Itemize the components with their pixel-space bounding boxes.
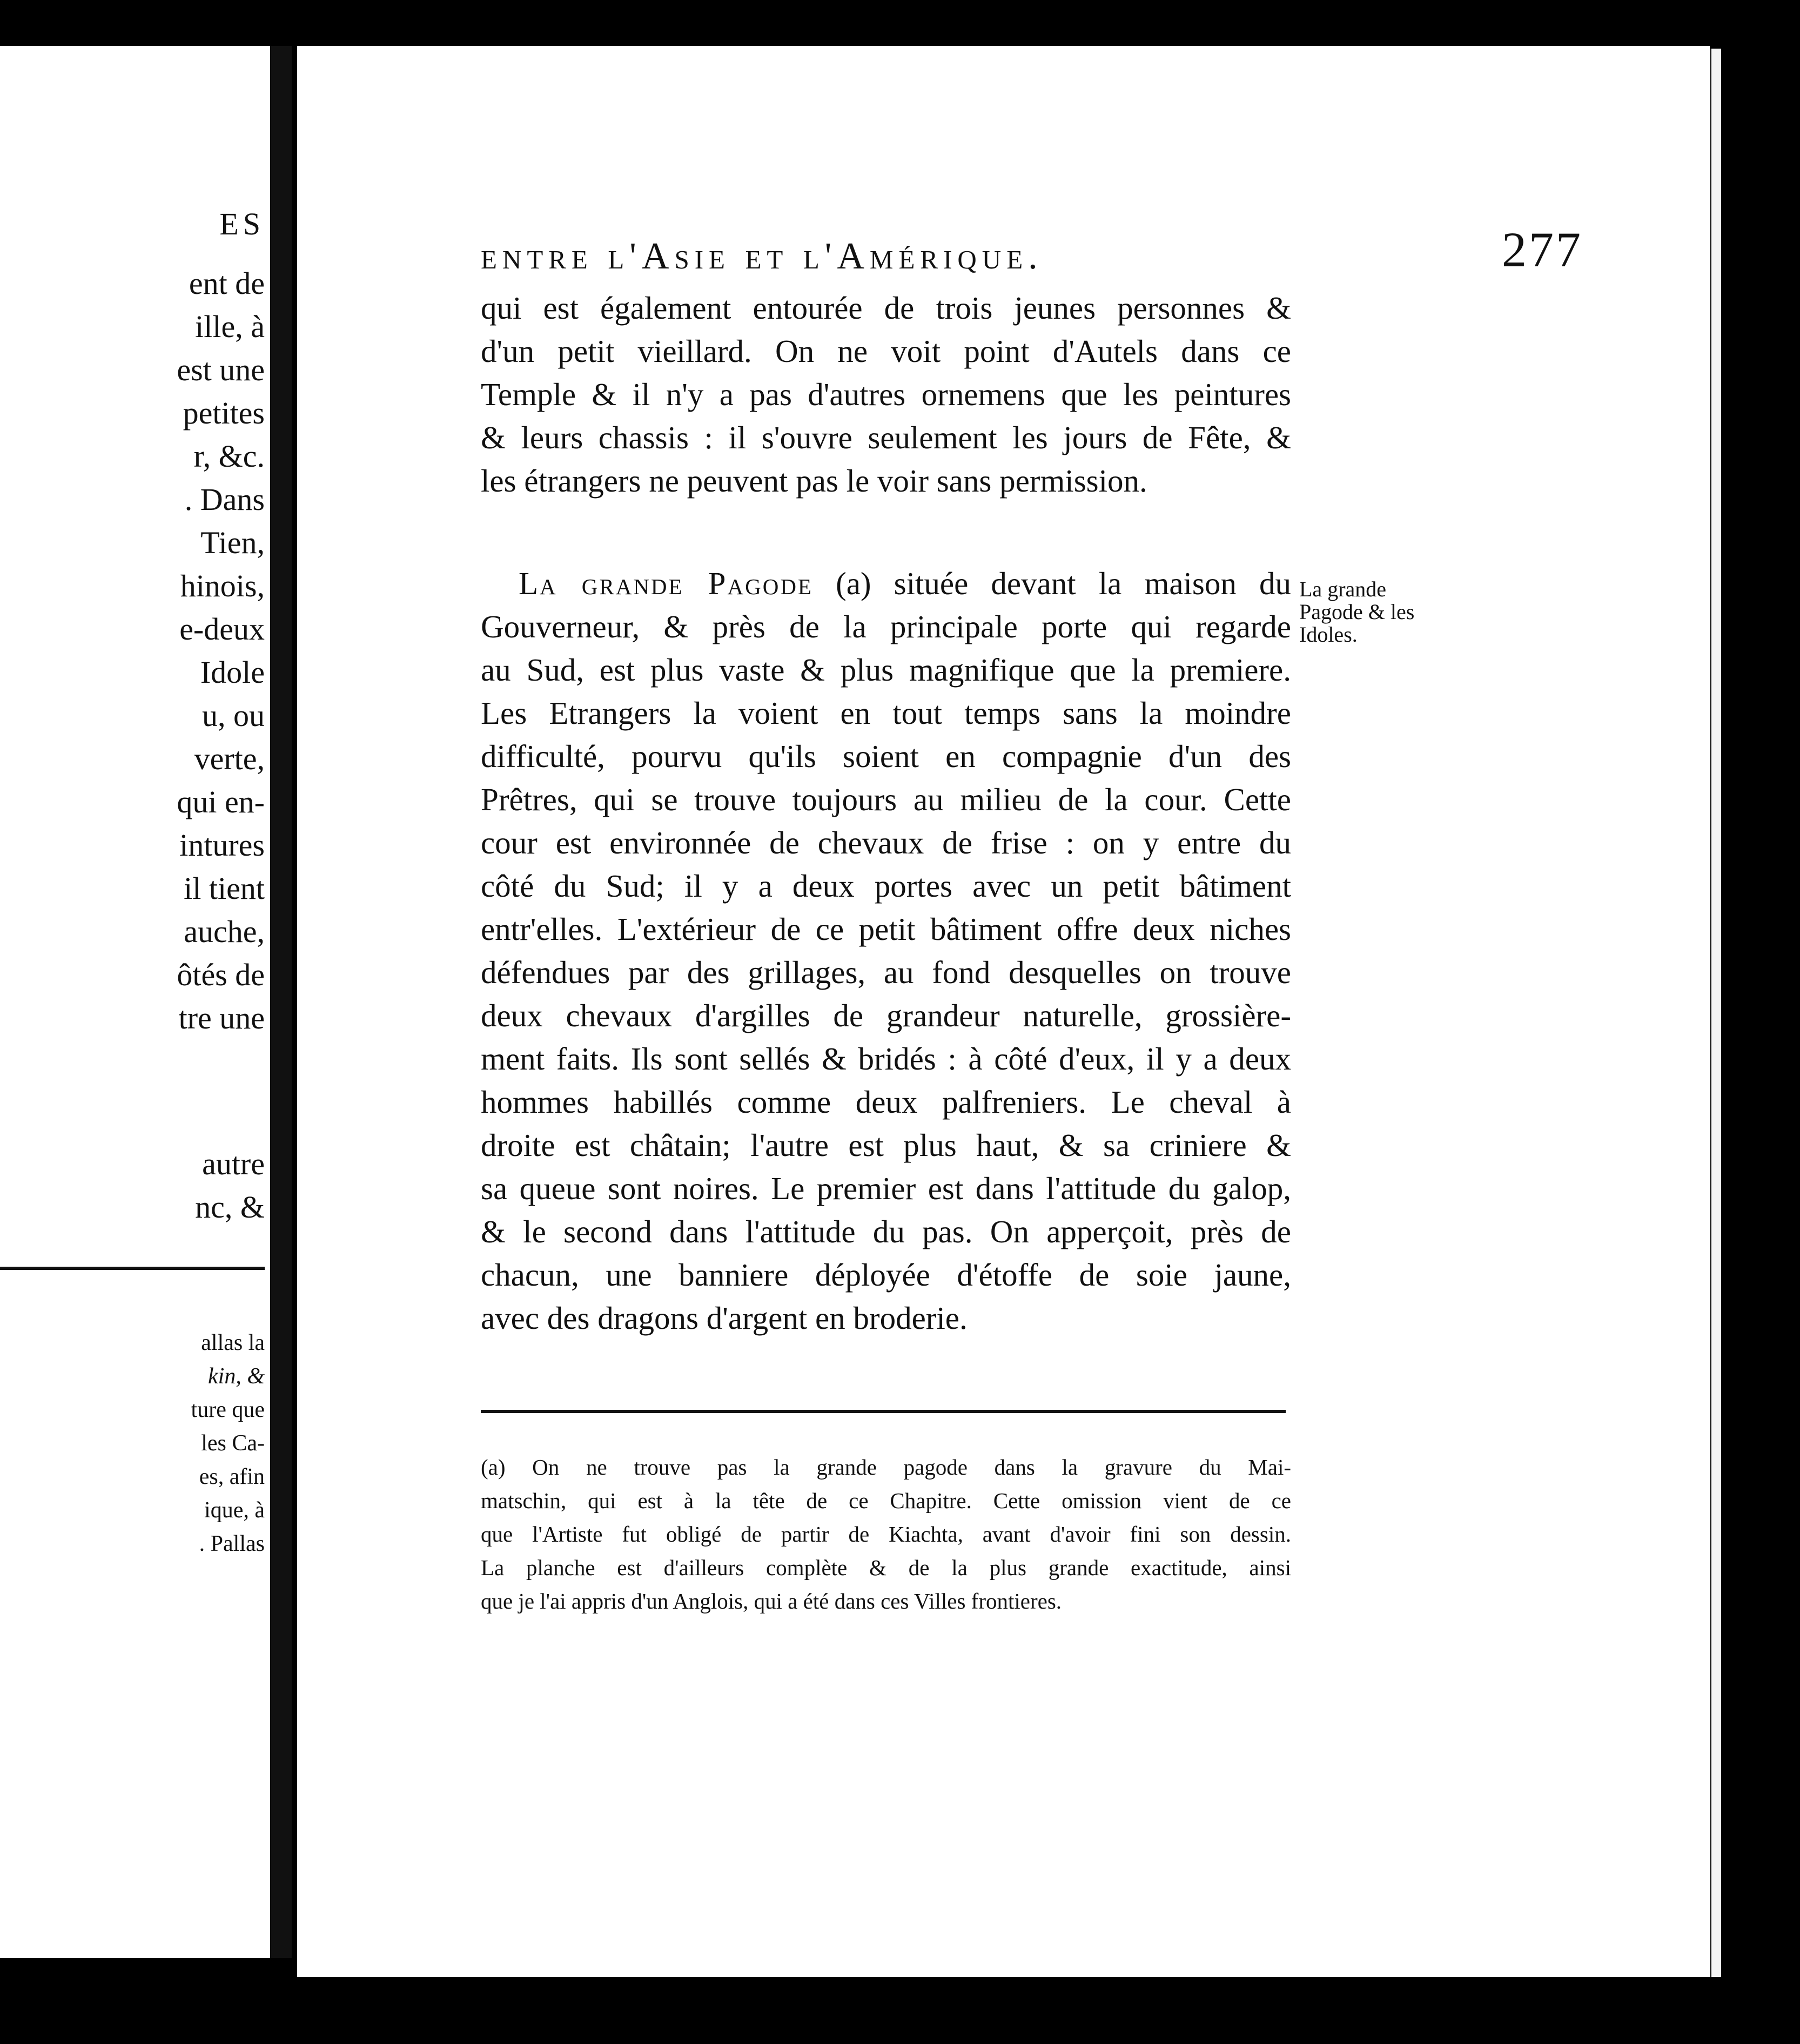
paragraph-2-line: difficulté, pourvu qu'ils soient en compagnie d'un des [481, 738, 1291, 774]
paragraph-2-line: & le second dans l'attitude du pas. On apperçoit, près de [481, 1214, 1291, 1249]
paragraph-2-first-line-rest: (a) située devant la maison du [836, 566, 1291, 601]
footnote-line: (a) On ne trouve pas la grande pagode dans la gravure du Mai- [481, 1455, 1291, 1480]
paragraph-2-line: droite est châtain; l'autre est plus haut, & sa criniere & [481, 1127, 1291, 1163]
left-page-line: verte, [194, 741, 265, 776]
paragraph-2-line: hommes habillés comme deux palfreniers. Le cheval à [481, 1084, 1291, 1120]
paragraph-2-line: ment faits. Ils sont sellés & bridés : à côté d'eux, il y a deux [481, 1041, 1291, 1077]
left-page-line: . Dans [184, 482, 265, 517]
paragraph-2-lead: La grande Pagode [519, 566, 813, 601]
paragraph-1-line: Temple & il n'y a pas d'autres ornemens que les peintures [481, 376, 1291, 412]
left-page-line: Tien, [200, 525, 265, 560]
paragraph-2-line: chacun, une banniere déployée d'étoffe de soie jaune, [481, 1257, 1291, 1293]
footnote-line: matschin, qui est à la tête de ce Chapitre. Cette omission vient de ce [481, 1488, 1291, 1513]
left-footnote-line: es, afin [199, 1464, 265, 1489]
paragraph-2-line: côté du Sud; il y a deux portes avec un petit bâtiment [481, 868, 1291, 904]
paragraph-2-line: Les Etrangers la voient en tout temps sans la moindre [481, 695, 1291, 731]
left-page-line: petites [183, 395, 265, 431]
left-footnote-line: ique, à [204, 1498, 265, 1523]
left-footnote-line: ture que [191, 1397, 265, 1422]
left-page-line: ôtés de [177, 957, 265, 992]
left-page-line: qui en- [177, 784, 265, 819]
running-head-title: entre l'Asie et l'Amérique. [481, 236, 1043, 277]
page-edge [1710, 49, 1721, 1977]
margin-note [1299, 578, 1440, 646]
paragraph-2-line: défendues par des grillages, au fond desquelles on trouve [481, 954, 1291, 990]
left-facing-page [0, 46, 270, 1958]
paragraph-2-line: cour est environnée de chevaux de frise : on y entre du [481, 825, 1291, 860]
left-page-line: r, &c. [193, 439, 265, 474]
paragraph-2-line: entr'elles. L'extérieur de ce petit bâtiment offre deux niches [481, 911, 1291, 947]
left-page-line: ES [219, 206, 265, 241]
left-footnote-line: les Ca- [201, 1431, 265, 1456]
paragraph-1-line: d'un petit vieillard. On ne voit point d'Autels dans ce [481, 333, 1291, 369]
footnote-line: que l'Artiste fut obligé de partir de Kiachta, avant d'avoir fini son dessin. [481, 1522, 1291, 1547]
left-footnote-line: allas la [201, 1330, 265, 1355]
footnote-line: La planche est d'ailleurs complète & de la plus grande exactitude, ainsi [481, 1555, 1291, 1580]
left-page-line: ent de [189, 266, 265, 301]
left-page-line: Idole [200, 655, 265, 690]
left-page-line: nc, & [195, 1189, 265, 1225]
left-page-line: ille, à [195, 309, 265, 344]
left-page-line: est une [177, 352, 265, 387]
paragraph-2-line: au Sud, est plus vaste & plus magnifique que la premiere. [481, 652, 1291, 688]
margin-note-line: Pagode & les [1299, 600, 1415, 624]
left-page-line: tre une [178, 1000, 265, 1036]
margin-note-line: La grande [1299, 577, 1387, 601]
paragraph-2-line: Gouverneur, & près de la principale porte qui regarde [481, 609, 1291, 644]
left-page-line: u, ou [202, 698, 265, 733]
left-footnote-rule [0, 1267, 265, 1270]
footnote-rule [481, 1410, 1286, 1413]
book-spine [270, 46, 292, 1958]
left-page-line: hinois, [180, 568, 265, 603]
left-page-line: autre [202, 1146, 265, 1181]
paragraph-2-line: deux chevaux d'argilles de grandeur naturelle, grossière- [481, 998, 1291, 1033]
left-page-line: auche, [184, 914, 265, 949]
left-footnote-line: . Pallas [199, 1531, 265, 1556]
paragraph-1-line: & leurs chassis : il s'ouvre seulement les jours de Fête, & [481, 420, 1291, 455]
paragraph-2-first-line [519, 562, 1291, 605]
running-head [481, 219, 1583, 278]
margin-note-line: Idoles. [1299, 622, 1358, 647]
paragraph-2-line: avec des dragons d'argent en broderie. [481, 1300, 968, 1336]
left-page-line: intures [179, 828, 265, 863]
left-page-line: e-deux [179, 611, 265, 647]
book-page [297, 46, 1710, 1977]
footnote-line: que je l'ai appris d'un Anglois, qui a été dans ces Villes frontieres. [481, 1589, 1062, 1613]
paragraph-2-line: sa queue sont noires. Le premier est dans l'attitude du galop, [481, 1171, 1291, 1206]
left-page-line: il tient [184, 871, 265, 906]
paragraph-2-line: Prêtres, qui se trouve toujours au milieu de la cour. Cette [481, 782, 1291, 817]
left-footnote-line: kin, & [208, 1364, 265, 1389]
paragraph-1-line: les étrangers ne peuvent pas le voir sans permission. [481, 463, 1147, 499]
page-number: 277 [1502, 222, 1583, 277]
paragraph-1-line: qui est également entourée de trois jeunes personnes & [481, 290, 1291, 326]
